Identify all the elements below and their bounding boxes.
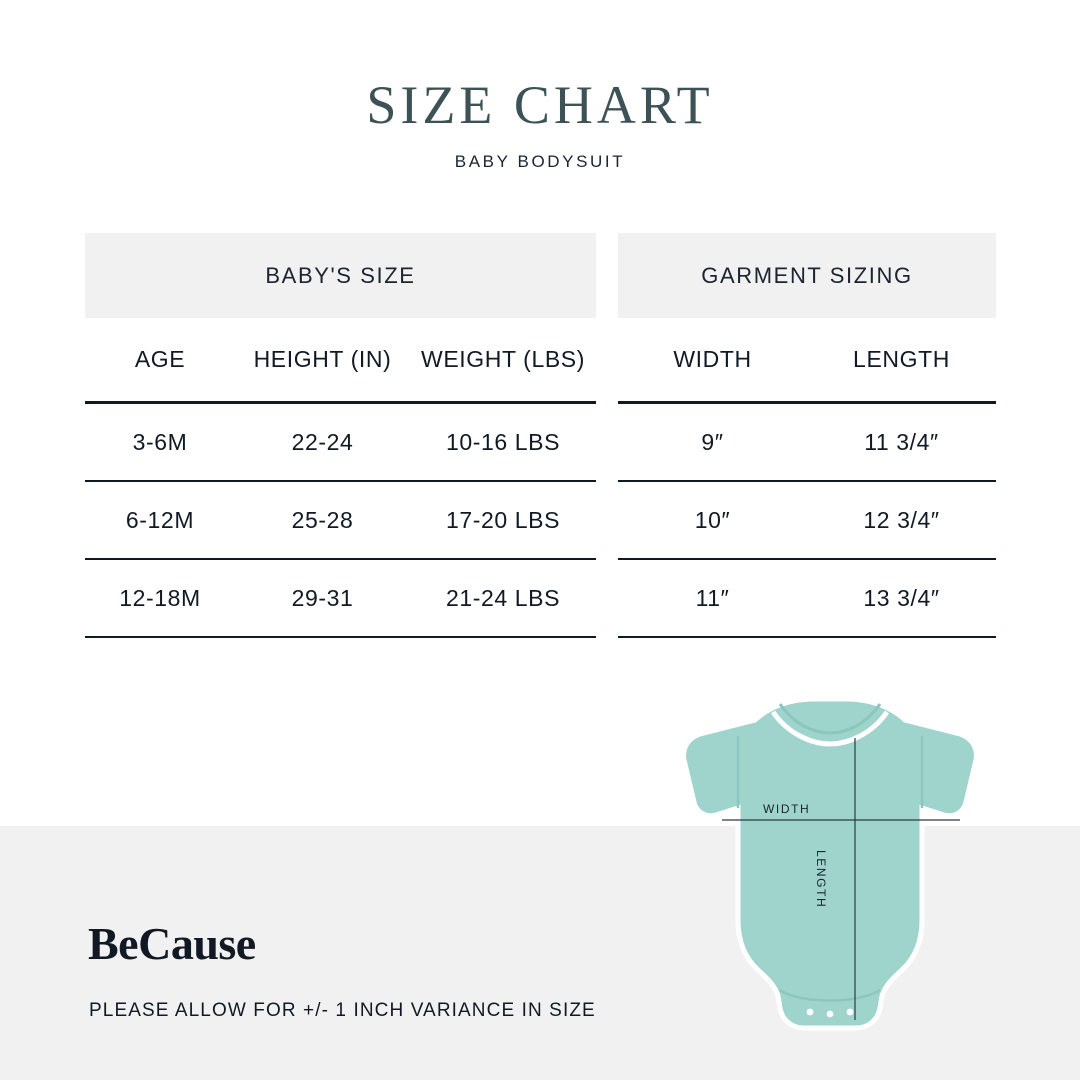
table-column-header-row bbox=[85, 318, 596, 404]
table-group-header bbox=[85, 233, 596, 318]
bodysuit-illustration bbox=[660, 690, 1000, 1050]
brand-logo: BeCause bbox=[88, 918, 256, 969]
cell-weight: 17-20 LBS bbox=[445, 506, 561, 533]
table-row bbox=[618, 482, 996, 560]
page-subtitle: BABY BODYSUIT bbox=[454, 152, 626, 171]
table-group-header-label: BABY'S SIZE bbox=[265, 262, 416, 288]
column-header-length: LENGTH bbox=[853, 346, 950, 372]
column-header-width: WIDTH bbox=[673, 346, 752, 372]
table-row bbox=[618, 404, 996, 482]
table-babys-size bbox=[85, 233, 596, 638]
cell-weight: 21-24 LBS bbox=[445, 584, 561, 611]
cell-height: 29-31 bbox=[291, 584, 354, 611]
length-dimension-label: LENGTH bbox=[814, 850, 828, 909]
column-header-weight: WEIGHT (LBS) bbox=[421, 346, 585, 372]
cell-weight: 10-16 LBS bbox=[445, 428, 561, 455]
table-row bbox=[85, 404, 596, 482]
table-group-header bbox=[618, 233, 996, 318]
bodysuit-icon bbox=[660, 690, 1000, 1050]
table-row bbox=[85, 560, 596, 638]
cell-height: 22-24 bbox=[291, 428, 354, 455]
cell-length: 12 3/4″ bbox=[863, 506, 940, 533]
table-garment-sizing bbox=[618, 233, 996, 638]
cell-age: 12-18M bbox=[119, 584, 201, 611]
column-header-height: HEIGHT (IN) bbox=[253, 346, 392, 372]
table-column-header-row bbox=[618, 318, 996, 404]
cell-width: 10″ bbox=[694, 506, 731, 533]
table-row bbox=[618, 560, 996, 638]
page-title: SIZE CHART bbox=[366, 75, 714, 135]
cell-height: 25-28 bbox=[291, 506, 354, 533]
width-dimension-label: WIDTH bbox=[763, 802, 811, 816]
variance-note: PLEASE ALLOW FOR +/- 1 INCH VARIANCE IN SIZE bbox=[89, 1000, 596, 1021]
table-row bbox=[85, 482, 596, 560]
cell-age: 6-12M bbox=[125, 506, 195, 533]
cell-length: 13 3/4″ bbox=[863, 584, 940, 611]
column-header-age: AGE bbox=[134, 346, 186, 372]
cell-length: 11 3/4″ bbox=[864, 428, 939, 455]
cell-width: 9″ bbox=[701, 428, 724, 455]
cell-width: 11″ bbox=[695, 584, 730, 611]
cell-age: 3-6M bbox=[132, 428, 188, 455]
table-group-header-label: GARMENT SIZING bbox=[701, 262, 913, 288]
